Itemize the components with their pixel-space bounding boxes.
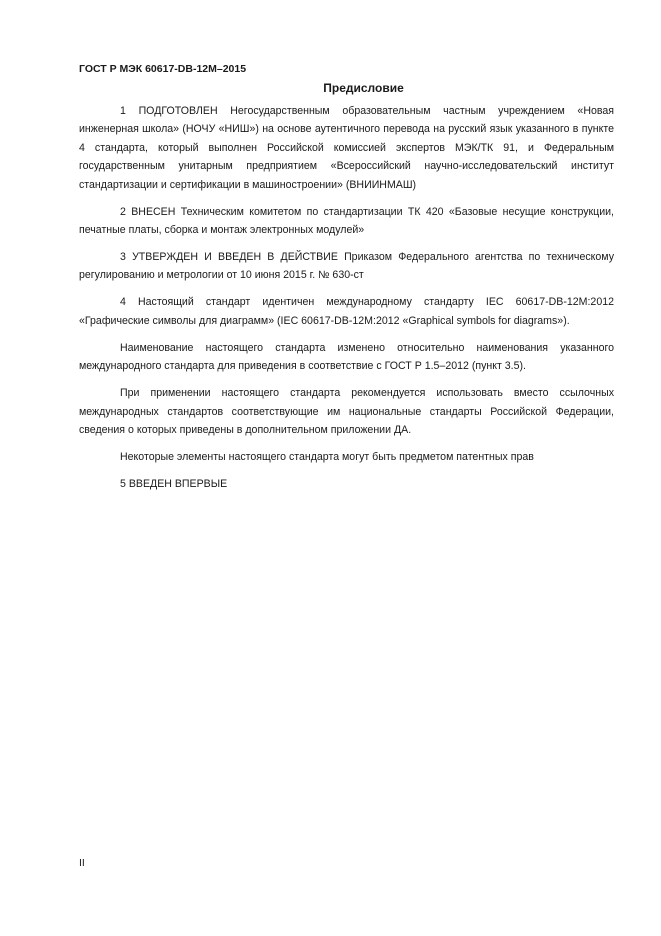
foreword-body [79,102,614,502]
paragraph-references: При применении настоящего стандарта рекомендуется использовать вместо ссылочных международных стандартов соответствующие им национальные стандарты Российской Федерации, сведения о которых приведены в дополнительном приложении ДА. [79,387,614,437]
paragraph-prepared-by: 1 ПОДГОТОВЛЕН Негосударственным образовательным частным учреждением «Новая инженерная школа» (НОЧУ «НИШ») на основе аутентичного перевода на русский язык указанного в пункте 4 стандарта, который выполнен Российской комиссией экспертов МЭК/ТК 91, и Федеральным государственным унитарным предприятием «Всероссийский научно-исследовательский институт стандартизации и сертификации в машиностроении» (ВНИИНМАШ) [79,105,614,191]
paragraph-introduced-by: 2 ВНЕСЕН Техническим комитетом по стандартизации ТК 420 «Базовые несущие конструкции, печатные платы, сборка и монтаж электронных модулей» [79,205,614,237]
page-number: II [79,857,85,869]
paragraph-approved: 3 УТВЕРЖДЕН И ВВЕДЕН В ДЕЙСТВИЕ Приказом Федерального агентства по техническому регулированию и метрологии от 10 июня 2015 г. № 630-ст [79,251,614,282]
paragraph-name-changed: Наименование настоящего стандарта изменено относительно наименования указанного международного стандарта для приведения в соответствие с ГОСТ Р 1.5–2012 (пункт 3.5). [79,341,614,373]
page-title: Предисловие [323,81,404,95]
paragraph-first-introduced: 5 ВВЕДЕН ВПЕРВЫЕ [120,478,228,491]
document-code: ГОСТ Р МЭК 60617-DB-12M–2015 [79,63,247,75]
paragraph-identical-standard: 4 Настоящий стандарт идентичен международному стандарту IEC 60617-DB-12M:2012 «Графические символы для диаграмм» (IEC 60617-DB-12M:2012 «Graphical symbols for diagrams»). [79,296,614,327]
paragraph-patent-rights: Некоторые элементы настоящего стандарта могут быть предметом патентных прав [120,451,534,464]
